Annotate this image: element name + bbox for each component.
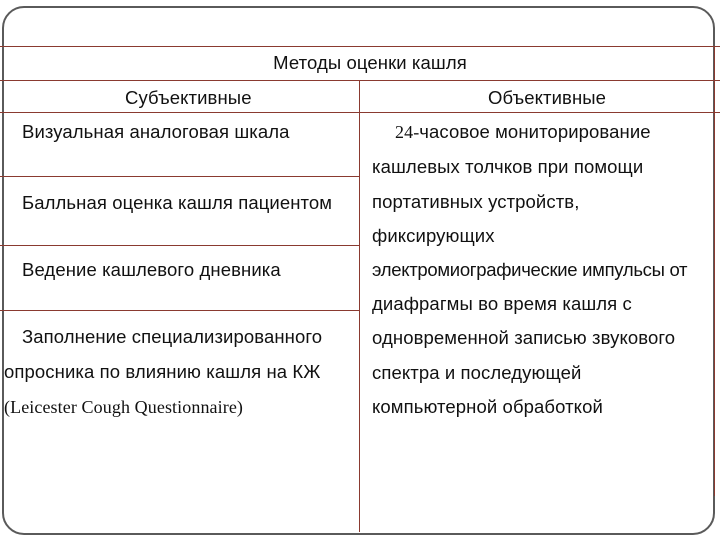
header-divider xyxy=(0,80,720,81)
left-item-diary: Ведение кашлевого дневника xyxy=(22,259,281,280)
left-row-divider-3 xyxy=(0,310,360,311)
right-text-line2: кашлевых толчков при помощи xyxy=(372,156,644,177)
left-row-divider-2 xyxy=(0,245,360,246)
right-text-line3: портативных устройств, xyxy=(372,191,580,212)
right-text-line4: фиксирующих xyxy=(372,225,495,246)
column-header-objective: Объективные xyxy=(488,87,607,108)
right-text-line6: диафрагмы во время кашля с xyxy=(372,293,632,314)
right-text-line1-rest: часовое мониторирование xyxy=(419,121,651,142)
column-header-subjective: Субъективные xyxy=(125,87,252,108)
column-divider xyxy=(359,80,360,532)
left-item-questionnaire-line2: опросника по влиянию кашля на КЖ xyxy=(4,361,321,382)
table-top-border xyxy=(0,46,720,47)
right-border xyxy=(714,46,715,496)
right-text-line1 xyxy=(395,120,651,144)
left-item-questionnaire-line3: (Leicester Cough Questionnaire) xyxy=(4,397,244,417)
left-item-score: Балльная оценка кашля пациентом xyxy=(22,192,333,213)
left-row-divider-1 xyxy=(0,176,360,177)
subheader-divider xyxy=(0,112,720,113)
right-text-line5: электромиографические импульсы от xyxy=(372,259,688,280)
left-item-questionnaire-line1: Заполнение специализированного xyxy=(22,326,323,347)
left-item-vas: Визуальная аналоговая шкала xyxy=(22,121,290,142)
right-text-line7: одновременной записью звукового xyxy=(372,327,676,348)
right-text-line9: компьютерной обработкой xyxy=(372,396,603,417)
table-title: Методы оценки кашля xyxy=(273,52,467,73)
right-text-line8: спектра и последующей xyxy=(372,362,582,383)
right-text-prefix: 24- xyxy=(395,122,420,142)
